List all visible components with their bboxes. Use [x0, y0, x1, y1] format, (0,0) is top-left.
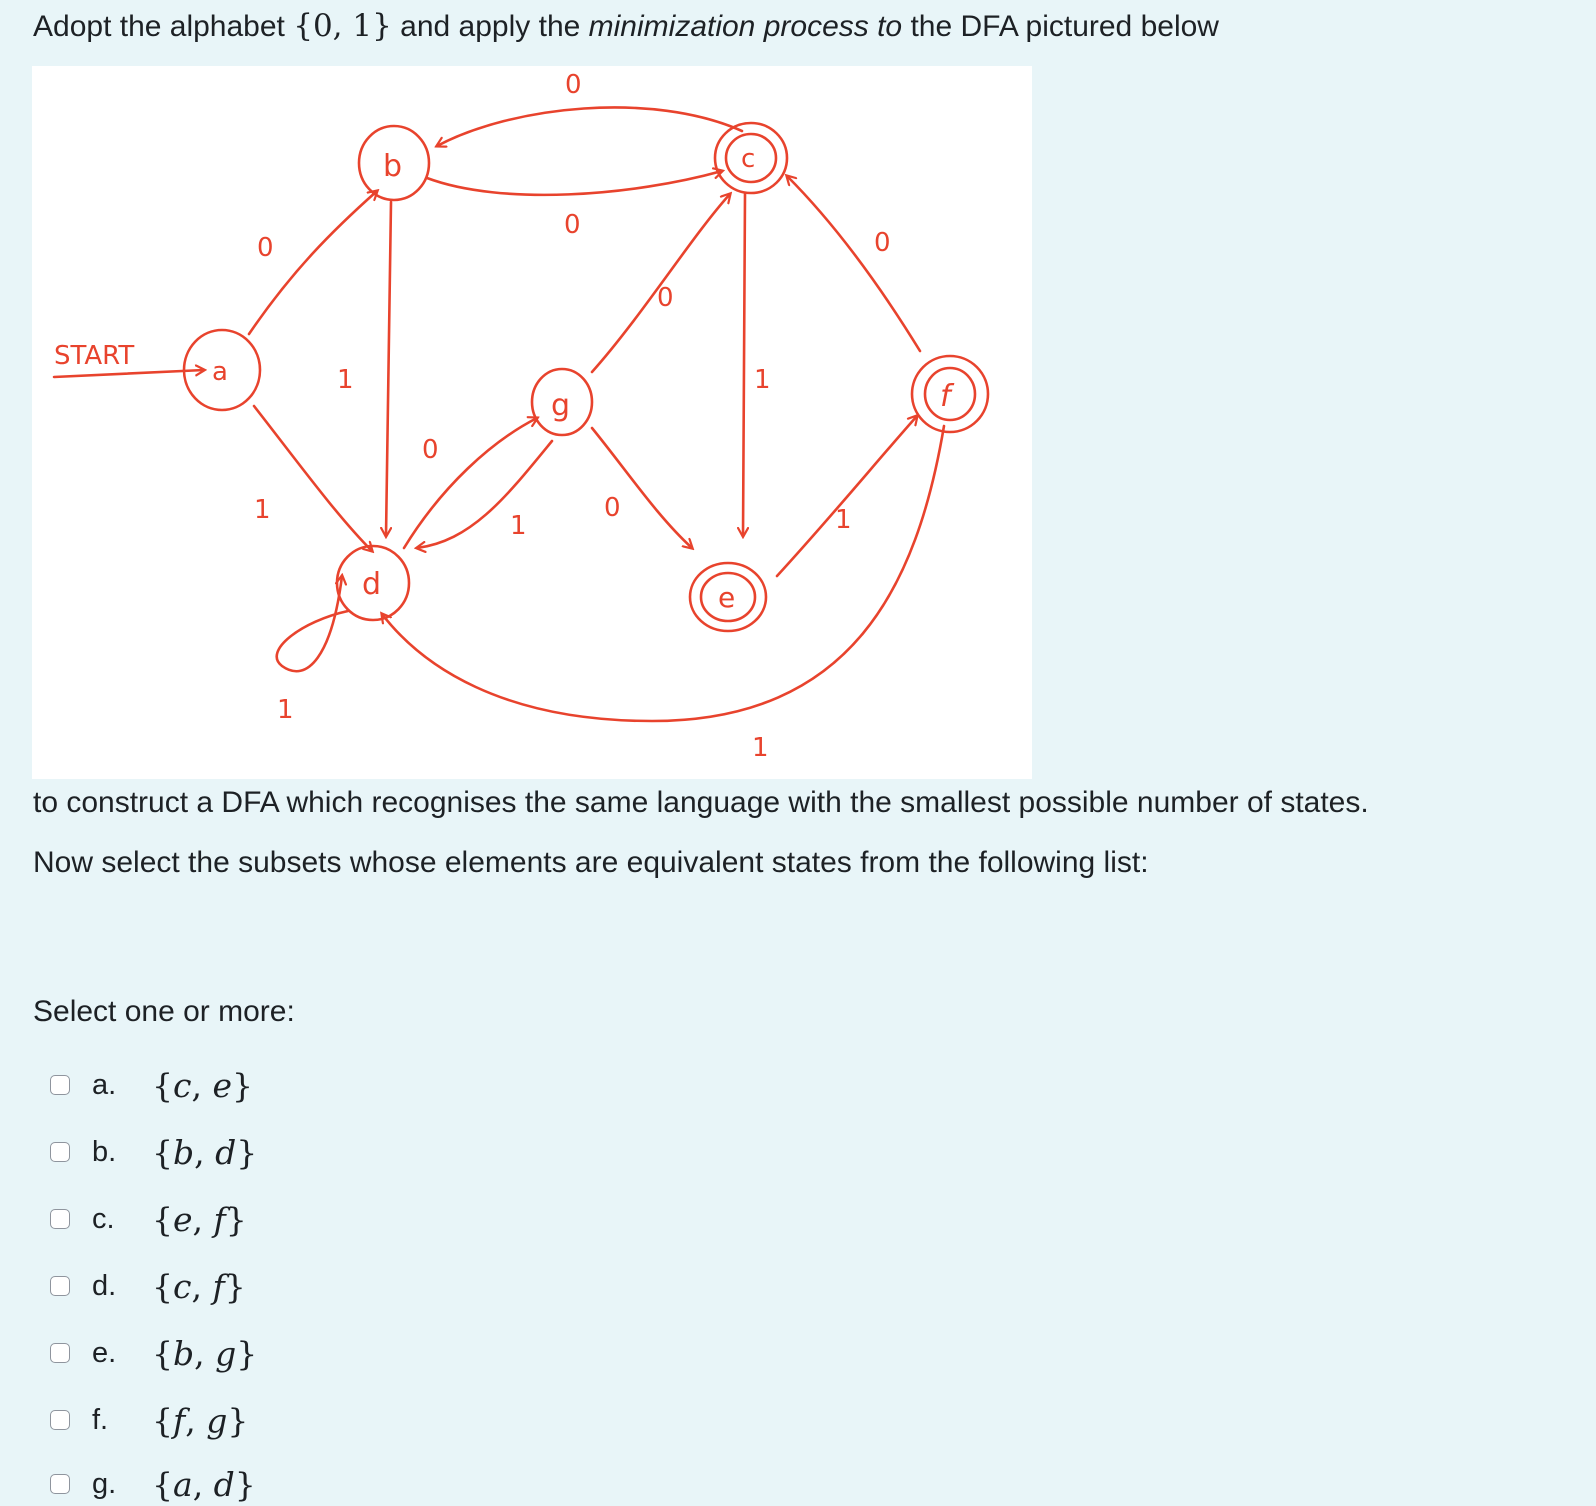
label-b-d: 1	[337, 365, 354, 395]
option-set: {b, d}	[152, 1132, 258, 1172]
option-letter: c.	[92, 1202, 115, 1235]
label-b-c: 0	[564, 210, 581, 240]
state-d	[337, 546, 409, 620]
question-text: and apply the	[391, 10, 589, 43]
option-c-checkbox[interactable]	[50, 1209, 70, 1229]
option-f[interactable]	[50, 1398, 248, 1442]
option-d-checkbox[interactable]	[50, 1276, 70, 1296]
label-g-c: 0	[657, 283, 674, 313]
state-g	[532, 369, 592, 435]
edge-f-c	[787, 176, 920, 351]
svg-text:e: e	[718, 581, 736, 614]
edge-e-f	[777, 416, 917, 576]
question-line-1	[33, 8, 1219, 44]
option-set: {e, f}	[152, 1199, 247, 1239]
option-set: {f, g}	[152, 1400, 249, 1440]
question-text: the DFA pictured below	[902, 10, 1219, 43]
label-c-e: 1	[754, 365, 771, 395]
label-f-c: 0	[874, 228, 891, 258]
dfa-diagram-svg	[32, 66, 1032, 779]
question-line-3: Now select the subsets whose elements are equivalent states from the following list:	[33, 846, 1149, 879]
option-a[interactable]	[50, 1063, 253, 1107]
option-set: {a, d}	[152, 1464, 256, 1504]
edge-c-b	[437, 107, 742, 146]
edge-g-e	[592, 428, 692, 548]
label-a-d: 1	[254, 495, 271, 525]
state-b	[359, 126, 429, 200]
select-prompt: Select one or more:	[33, 995, 295, 1028]
option-set: {c, e}	[152, 1065, 253, 1105]
option-e[interactable]	[50, 1331, 257, 1375]
question-line-2: to construct a DFA which recognises the same language with the smallest possible number of states.	[33, 786, 1369, 819]
label-g-d: 1	[510, 511, 527, 541]
label-e-f: 1	[835, 505, 852, 535]
option-b[interactable]	[50, 1130, 257, 1174]
option-f-checkbox[interactable]	[50, 1410, 70, 1430]
option-letter: d.	[92, 1269, 117, 1302]
dfa-diagram	[32, 66, 1032, 779]
state-f	[912, 356, 988, 432]
option-letter: b.	[92, 1135, 117, 1168]
edge-c-e	[743, 194, 745, 536]
svg-text:a: a	[212, 357, 228, 387]
option-letter: e.	[92, 1336, 117, 1369]
svg-text:c: c	[741, 144, 756, 174]
option-c[interactable]	[50, 1197, 247, 1241]
option-b-checkbox[interactable]	[50, 1142, 70, 1162]
option-d[interactable]	[50, 1264, 246, 1308]
edge-b-d	[386, 202, 391, 536]
option-g-checkbox[interactable]	[50, 1474, 70, 1494]
start-arrow	[54, 370, 204, 377]
label-f-d: 1	[752, 733, 769, 763]
label-c-b: 0	[565, 70, 582, 100]
svg-text:d: d	[362, 567, 382, 602]
svg-text:b: b	[383, 149, 403, 184]
svg-text:f: f	[940, 379, 951, 414]
start-label: START	[54, 341, 135, 371]
option-a-checkbox[interactable]	[50, 1075, 70, 1095]
option-set: {c, f}	[152, 1266, 246, 1306]
option-letter: f.	[92, 1403, 109, 1436]
edge-a-d	[254, 406, 372, 551]
label-g-e: 0	[604, 493, 621, 523]
question-text: Adopt the alphabet	[33, 10, 294, 43]
label-d-g: 0	[422, 435, 439, 465]
edge-b-c	[427, 171, 722, 195]
option-set: {b, g}	[152, 1333, 258, 1373]
option-g[interactable]	[50, 1462, 256, 1506]
label-a-b: 0	[257, 233, 274, 263]
emphasis-text: minimization process to	[588, 10, 903, 43]
svg-text:g: g	[551, 388, 571, 423]
alphabet-set: {0, 1}	[293, 8, 392, 44]
option-e-checkbox[interactable]	[50, 1343, 70, 1363]
label-d-d: 1	[277, 695, 294, 725]
option-letter: g.	[92, 1467, 117, 1500]
option-letter: a.	[92, 1068, 117, 1101]
state-c	[715, 123, 787, 193]
state-e	[690, 563, 766, 631]
